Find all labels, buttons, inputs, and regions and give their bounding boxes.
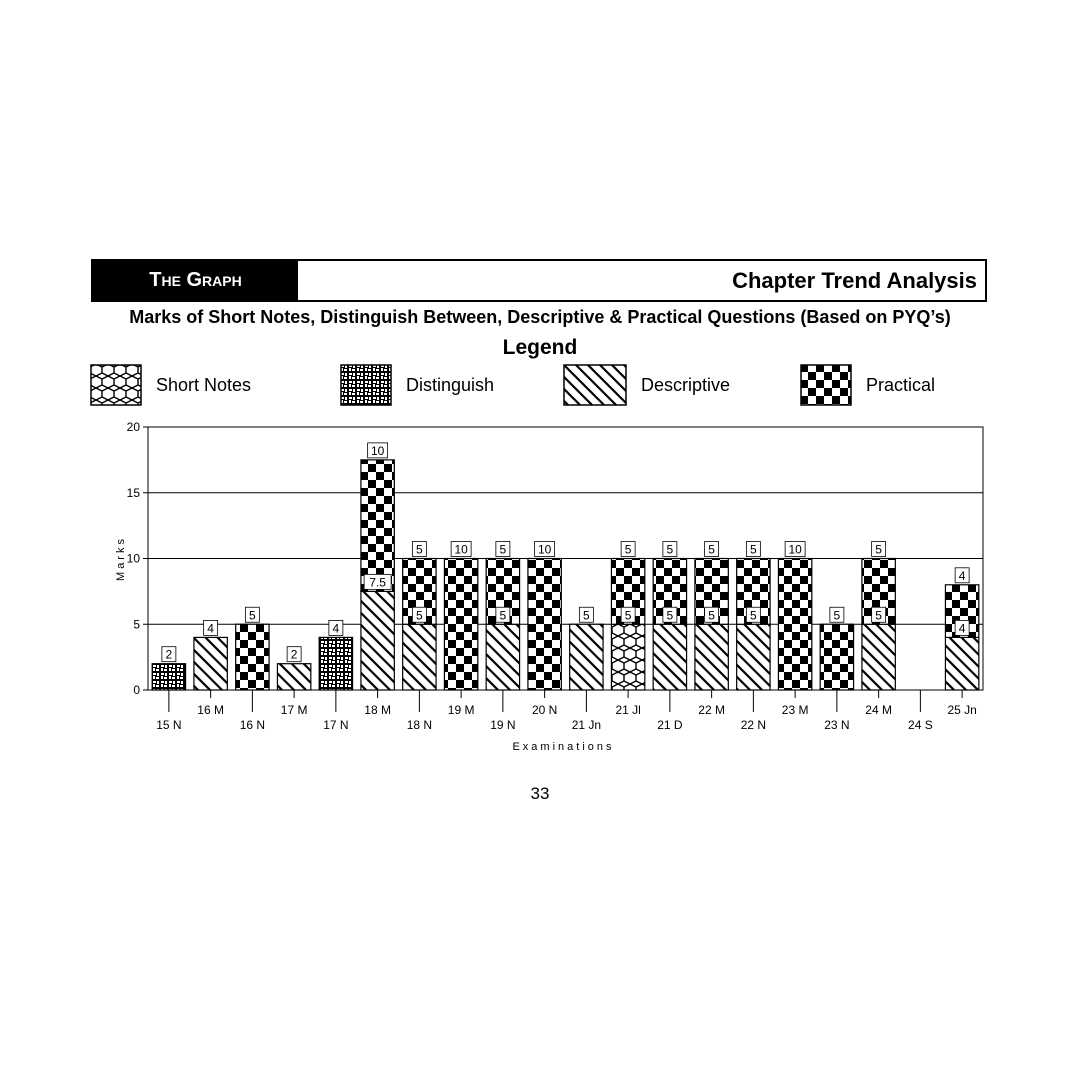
legend-title: Legend <box>502 336 578 359</box>
data-label: 5 <box>499 542 507 557</box>
legend-label: Descriptive <box>641 374 731 395</box>
legend-item-practical <box>800 362 935 408</box>
legend <box>0 362 1080 408</box>
bar-segment <box>737 624 770 690</box>
y-tick-label: 15 <box>126 485 140 500</box>
data-label: 4 <box>958 568 966 583</box>
bar-segment <box>570 624 603 690</box>
x-tick-label: 20 N <box>531 703 558 717</box>
header-banner <box>91 259 987 302</box>
x-tick-label: 17 M <box>280 703 308 717</box>
x-tick-label: 21 D <box>657 718 683 732</box>
data-label: 5 <box>583 608 590 623</box>
data-label: 5 <box>708 542 715 557</box>
data-label: 5 <box>624 542 632 557</box>
section-tag <box>93 261 298 300</box>
data-label: 2 <box>165 647 173 662</box>
data-label: 5 <box>416 542 423 557</box>
bar-segment <box>820 624 853 690</box>
bar-segment <box>152 664 185 690</box>
bar-segment <box>862 624 895 690</box>
distinguish-swatch <box>340 364 392 406</box>
x-tick-label: 16 N <box>239 718 266 732</box>
y-tick-label: 0 <box>133 683 140 697</box>
legend-label: Short Notes <box>156 374 252 395</box>
data-label: 5 <box>833 608 841 623</box>
data-label: 4 <box>207 621 214 636</box>
data-label: 10 <box>788 542 802 557</box>
x-tick-label: 22 N <box>740 718 767 732</box>
bar-segment <box>486 624 519 690</box>
practical-swatch <box>800 364 852 406</box>
legend-label: Distinguish <box>406 374 495 395</box>
x-tick-label: 23 N <box>824 718 850 732</box>
data-label: 5 <box>416 608 423 623</box>
bar-segment <box>653 624 686 690</box>
bar-segment <box>528 559 561 691</box>
data-label: 10 <box>537 542 552 557</box>
x-tick-label: 16 M <box>197 703 224 717</box>
x-tick-label: 18 N <box>406 718 433 732</box>
bar-segment <box>361 460 394 592</box>
grid-lines <box>148 427 983 690</box>
bar-segment <box>236 624 269 690</box>
short-notes-swatch <box>90 364 142 406</box>
bar-segment <box>945 637 978 690</box>
x-tick-label: 21 Jl <box>615 703 641 717</box>
y-tick-label: 5 <box>133 617 140 632</box>
x-tick-label: 22 M <box>698 703 725 717</box>
data-label: 5 <box>666 542 674 557</box>
section-tag-label: The Graph <box>149 269 242 291</box>
x-tick-label: 21 Jn <box>571 718 602 732</box>
legend-label: Practical <box>866 374 936 395</box>
bar-segment <box>611 624 644 690</box>
data-label: 4 <box>332 621 340 636</box>
x-axis-title: Examinations <box>512 741 615 753</box>
legend-item-distinguish <box>340 362 494 408</box>
legend-item-short-notes <box>90 362 251 408</box>
x-tick-label: 23 M <box>781 703 809 717</box>
bar-segment <box>194 637 227 690</box>
y-tick-label: 20 <box>126 420 140 434</box>
data-label: 5 <box>666 608 674 623</box>
data-label: 10 <box>454 542 468 557</box>
bar-segment <box>319 637 352 690</box>
chart-subtitle: Marks of Short Notes, Distinguish Between, Descriptive & Practical Questions (Based on PYQ’s) <box>129 307 951 327</box>
data-label: 10 <box>370 443 385 458</box>
data-label: 5 <box>750 542 757 557</box>
page-title: Chapter Trend Analysis <box>732 267 977 293</box>
bars <box>152 460 979 690</box>
data-label: 5 <box>249 608 256 623</box>
x-tick-label: 19 N <box>490 718 516 732</box>
bar-segment <box>695 624 728 690</box>
y-tick-label: 10 <box>126 551 140 566</box>
data-label: 7.5 <box>369 575 386 590</box>
data-label: 5 <box>499 608 507 623</box>
x-tick-label: 24 S <box>908 718 933 732</box>
data-label: 5 <box>750 608 757 623</box>
x-tick-label: 19 M <box>447 703 475 717</box>
page-number: 33 <box>530 784 550 803</box>
legend-item-descriptive <box>563 362 730 408</box>
bar-segment <box>403 624 436 690</box>
data-label: 5 <box>875 608 882 623</box>
data-label: 5 <box>708 608 715 623</box>
descriptive-swatch <box>563 364 627 406</box>
bar-segment <box>277 664 310 690</box>
data-label: 5 <box>624 608 632 623</box>
bar-segment <box>444 559 477 691</box>
data-label: 4 <box>958 621 966 636</box>
data-label: 5 <box>875 542 882 557</box>
data-label: 2 <box>290 647 298 662</box>
x-tick-label: 18 M <box>364 703 391 717</box>
bar-segment <box>361 591 394 690</box>
x-tick-label: 24 M <box>865 703 892 717</box>
x-tick-label: 25 Jn <box>947 703 977 717</box>
x-tick-label: 15 N <box>156 718 182 732</box>
y-axis-title: Marks <box>115 536 127 581</box>
x-tick-label: 17 N <box>323 718 349 732</box>
bar-segment <box>778 559 811 691</box>
